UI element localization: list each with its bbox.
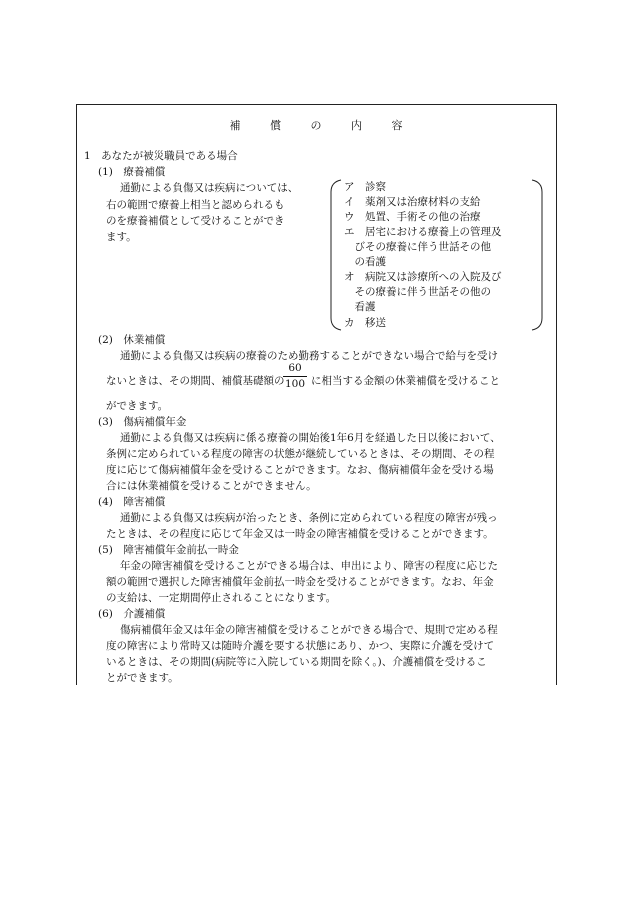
subsection-heading-leave: (2) 休業補償 — [98, 334, 166, 346]
medical-list-item: エ 居宅における療養上の管理及 — [344, 226, 502, 238]
subsection-heading-disability: (4) 障害補償 — [98, 496, 166, 508]
medical-body-line: 右の範囲で療養上相当と認められるも — [106, 199, 285, 211]
medical-list-item: びその療養に伴う世話その他 — [344, 241, 491, 253]
fraction — [281, 362, 309, 391]
medical-list-item: ウ 処置、手術その他の治療 — [344, 211, 481, 223]
fraction-denominator: 100 — [284, 378, 306, 390]
title-char: 償 — [270, 119, 281, 132]
subsection-heading-advance: (5) 障害補償年金前払一時金 — [98, 544, 239, 556]
subsection-heading-care: (6) 介護補償 — [98, 608, 166, 620]
page-title — [76, 117, 556, 133]
medical-list-item: 看護 — [344, 301, 376, 313]
advance-body-line: 年金の障害補償を受けることができる場合は、申出により、障害の程度に応じた — [120, 560, 498, 572]
disability-body-line: たときは、その程度に応じて年金又は一時金の障害補償を受けることができます。 — [106, 528, 494, 540]
medical-body-line: 通勤による負傷又は疾病については、 — [120, 182, 299, 194]
fraction-bar — [283, 376, 307, 377]
leave-body-line: に相当する金額の休業補償を受けること — [311, 375, 500, 387]
medical-list-item: カ 移送 — [344, 317, 386, 329]
subsection-heading-sickness: (3) 傷病補償年金 — [98, 416, 187, 428]
title-char: の — [310, 119, 322, 132]
medical-list-item: その療養に伴う世話その他の — [344, 286, 491, 298]
fraction-numerator: 60 — [288, 362, 302, 374]
section-heading: 1 あなたが被災職員である場合 — [84, 150, 238, 162]
sickness-body-line: 通勤による負傷又は疾病に係る療養の開始後1年6月を経過した日以後において、 — [120, 432, 501, 444]
disability-body-line: 通勤による負傷又は疾病が治ったとき、条例に定められている程度の障害が残っ — [120, 512, 498, 524]
title-char: 容 — [391, 119, 403, 132]
title-char: 補 — [229, 119, 241, 132]
leave-body-line: ができます。 — [106, 400, 169, 412]
medical-list-item: の看護 — [344, 256, 386, 268]
leave-body-line: ないときは、その期間、補償基礎額の — [106, 375, 285, 387]
medical-list-item: オ 病院又は診療所への入院及び — [344, 271, 502, 283]
sickness-body-line: 度に応じて傷病補償年金を受けることができます。なお、傷病補償年金を受ける場 — [106, 464, 494, 476]
medical-body-line: のを療養補償として受けることができ — [106, 215, 285, 227]
advance-body-line: 額の範囲で選択した障害補償年金前払一時金を受けることができます。なお、年金 — [106, 576, 494, 588]
subsection-heading-medical: (1) 療養補償 — [98, 166, 166, 178]
title-char: 内 — [351, 119, 362, 132]
medical-list-item: イ 薬剤又は治療材料の支給 — [344, 196, 481, 208]
right-bracket — [530, 178, 548, 332]
care-body-line: 傷病補償年金又は年金の障害補償を受けることができる場合で、規則で定める程 — [120, 624, 498, 636]
care-body-line: 度の障害により常時又は随時介護を要する状態にあり、かつ、実際に介護を受けて — [106, 640, 495, 652]
left-bracket — [325, 178, 343, 332]
advance-body-line: の支給は、一定期間停止されることになります。 — [106, 592, 337, 604]
leave-body-line: 通勤による負傷又は疾病の療養のため勤務することができない場合で給与を受け — [120, 350, 498, 362]
medical-list-item: ア 診察 — [344, 181, 386, 193]
sickness-body-line: 合には休業補償を受けることができません。 — [106, 480, 317, 492]
care-body-line: とができます。 — [106, 672, 179, 684]
medical-body-line: ます。 — [106, 231, 137, 243]
sickness-body-line: 条例に定められている程度の障害の状態が継続しているときは、その期間、その程 — [106, 448, 495, 460]
care-body-line: いるときは、その期間(病院等に入院している期間を除く。)、介護補償を受けるこ — [106, 656, 487, 668]
